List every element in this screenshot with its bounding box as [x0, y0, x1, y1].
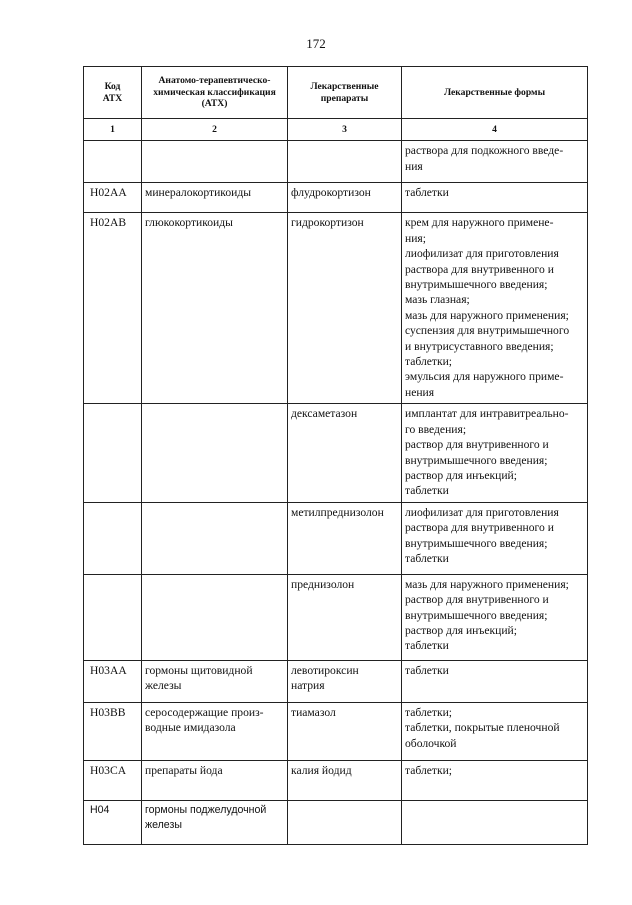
table-row — [84, 404, 588, 502]
page-number: 172 — [306, 36, 326, 51]
table-header-row — [84, 67, 588, 119]
header-drugs: Лекарственные препараты — [288, 67, 402, 119]
cell-classification: гормоны поджелудочной железы — [142, 800, 288, 844]
table-row — [84, 800, 588, 844]
table-row — [84, 702, 588, 760]
cell-forms: таблетки — [402, 183, 588, 213]
cell-drug: преднизолон — [288, 574, 402, 660]
column-number: 2 — [142, 119, 288, 141]
cell-forms: мазь для наружного применения; раствор для внутривенного и внутримышечного введения; раствор для инъекций; таблетки — [402, 574, 588, 660]
cell-forms: таблетки; — [402, 760, 588, 800]
cell-code: H02AB — [84, 213, 142, 404]
header-classification: Анатомо-терапевтическо- химическая классификация (АТХ) — [142, 67, 288, 119]
cell-forms: таблетки; таблетки, покрытые пленочной оболочкой — [402, 702, 588, 760]
atx-drug-table — [83, 66, 588, 845]
cell-drug: дексаметазон — [288, 404, 402, 502]
cell-drug: метилпреднизолон — [288, 502, 402, 574]
cell-drug: калия йодид — [288, 760, 402, 800]
cell-forms — [402, 800, 588, 844]
cell-drug — [288, 800, 402, 844]
cell-classification — [142, 404, 288, 502]
table-row — [84, 660, 588, 702]
header-forms: Лекарственные формы — [402, 67, 588, 119]
cell-drug: левотироксин натрия — [288, 660, 402, 702]
cell-classification: серосодержащие произ- водные имидазола — [142, 702, 288, 760]
cell-drug — [288, 141, 402, 183]
cell-code: H04 — [84, 800, 142, 844]
cell-classification: гормоны щитовидной железы — [142, 660, 288, 702]
cell-classification: препараты йода — [142, 760, 288, 800]
cell-forms: имплантат для интравитреально- го введения; раствор для внутривенного и внутримышечного введения; раствор для инъекций; таблетки — [402, 404, 588, 502]
column-number: 3 — [288, 119, 402, 141]
cell-drug: тиамазол — [288, 702, 402, 760]
cell-drug: флудрокортизон — [288, 183, 402, 213]
cell-classification — [142, 574, 288, 660]
cell-code: H03CA — [84, 760, 142, 800]
cell-classification — [142, 502, 288, 574]
table-row — [84, 183, 588, 213]
table-row — [84, 502, 588, 574]
cell-classification: минералокортикоиды — [142, 183, 288, 213]
header-code: Код АТХ — [84, 67, 142, 119]
table-row — [84, 141, 588, 183]
cell-code — [84, 141, 142, 183]
column-number: 1 — [84, 119, 142, 141]
column-number-row — [84, 119, 588, 141]
cell-code: H02AA — [84, 183, 142, 213]
cell-forms: крем для наружного примене- ния; лиофилизат для приготовления раствора для внутривенного и внутримышечного введения; мазь глазная; мазь для наружного применения; суспензия для внутримышечного и внутрисуставного введения; таблетки; эмульсия для наружного приме- нения — [402, 213, 588, 404]
cell-code — [84, 574, 142, 660]
cell-classification: глюкокортикоиды — [142, 213, 288, 404]
cell-forms: раствора для подкожного введе- ния — [402, 141, 588, 183]
cell-drug: гидрокортизон — [288, 213, 402, 404]
cell-code: H03BB — [84, 702, 142, 760]
table-row — [84, 760, 588, 800]
cell-forms: лиофилизат для приготовления раствора для внутривенного и внутримышечного введения; таблетки — [402, 502, 588, 574]
cell-code — [84, 502, 142, 574]
cell-forms: таблетки — [402, 660, 588, 702]
column-number: 4 — [402, 119, 588, 141]
cell-code: H03AA — [84, 660, 142, 702]
table-row — [84, 213, 588, 404]
table-row — [84, 574, 588, 660]
cell-classification — [142, 141, 288, 183]
cell-code — [84, 404, 142, 502]
